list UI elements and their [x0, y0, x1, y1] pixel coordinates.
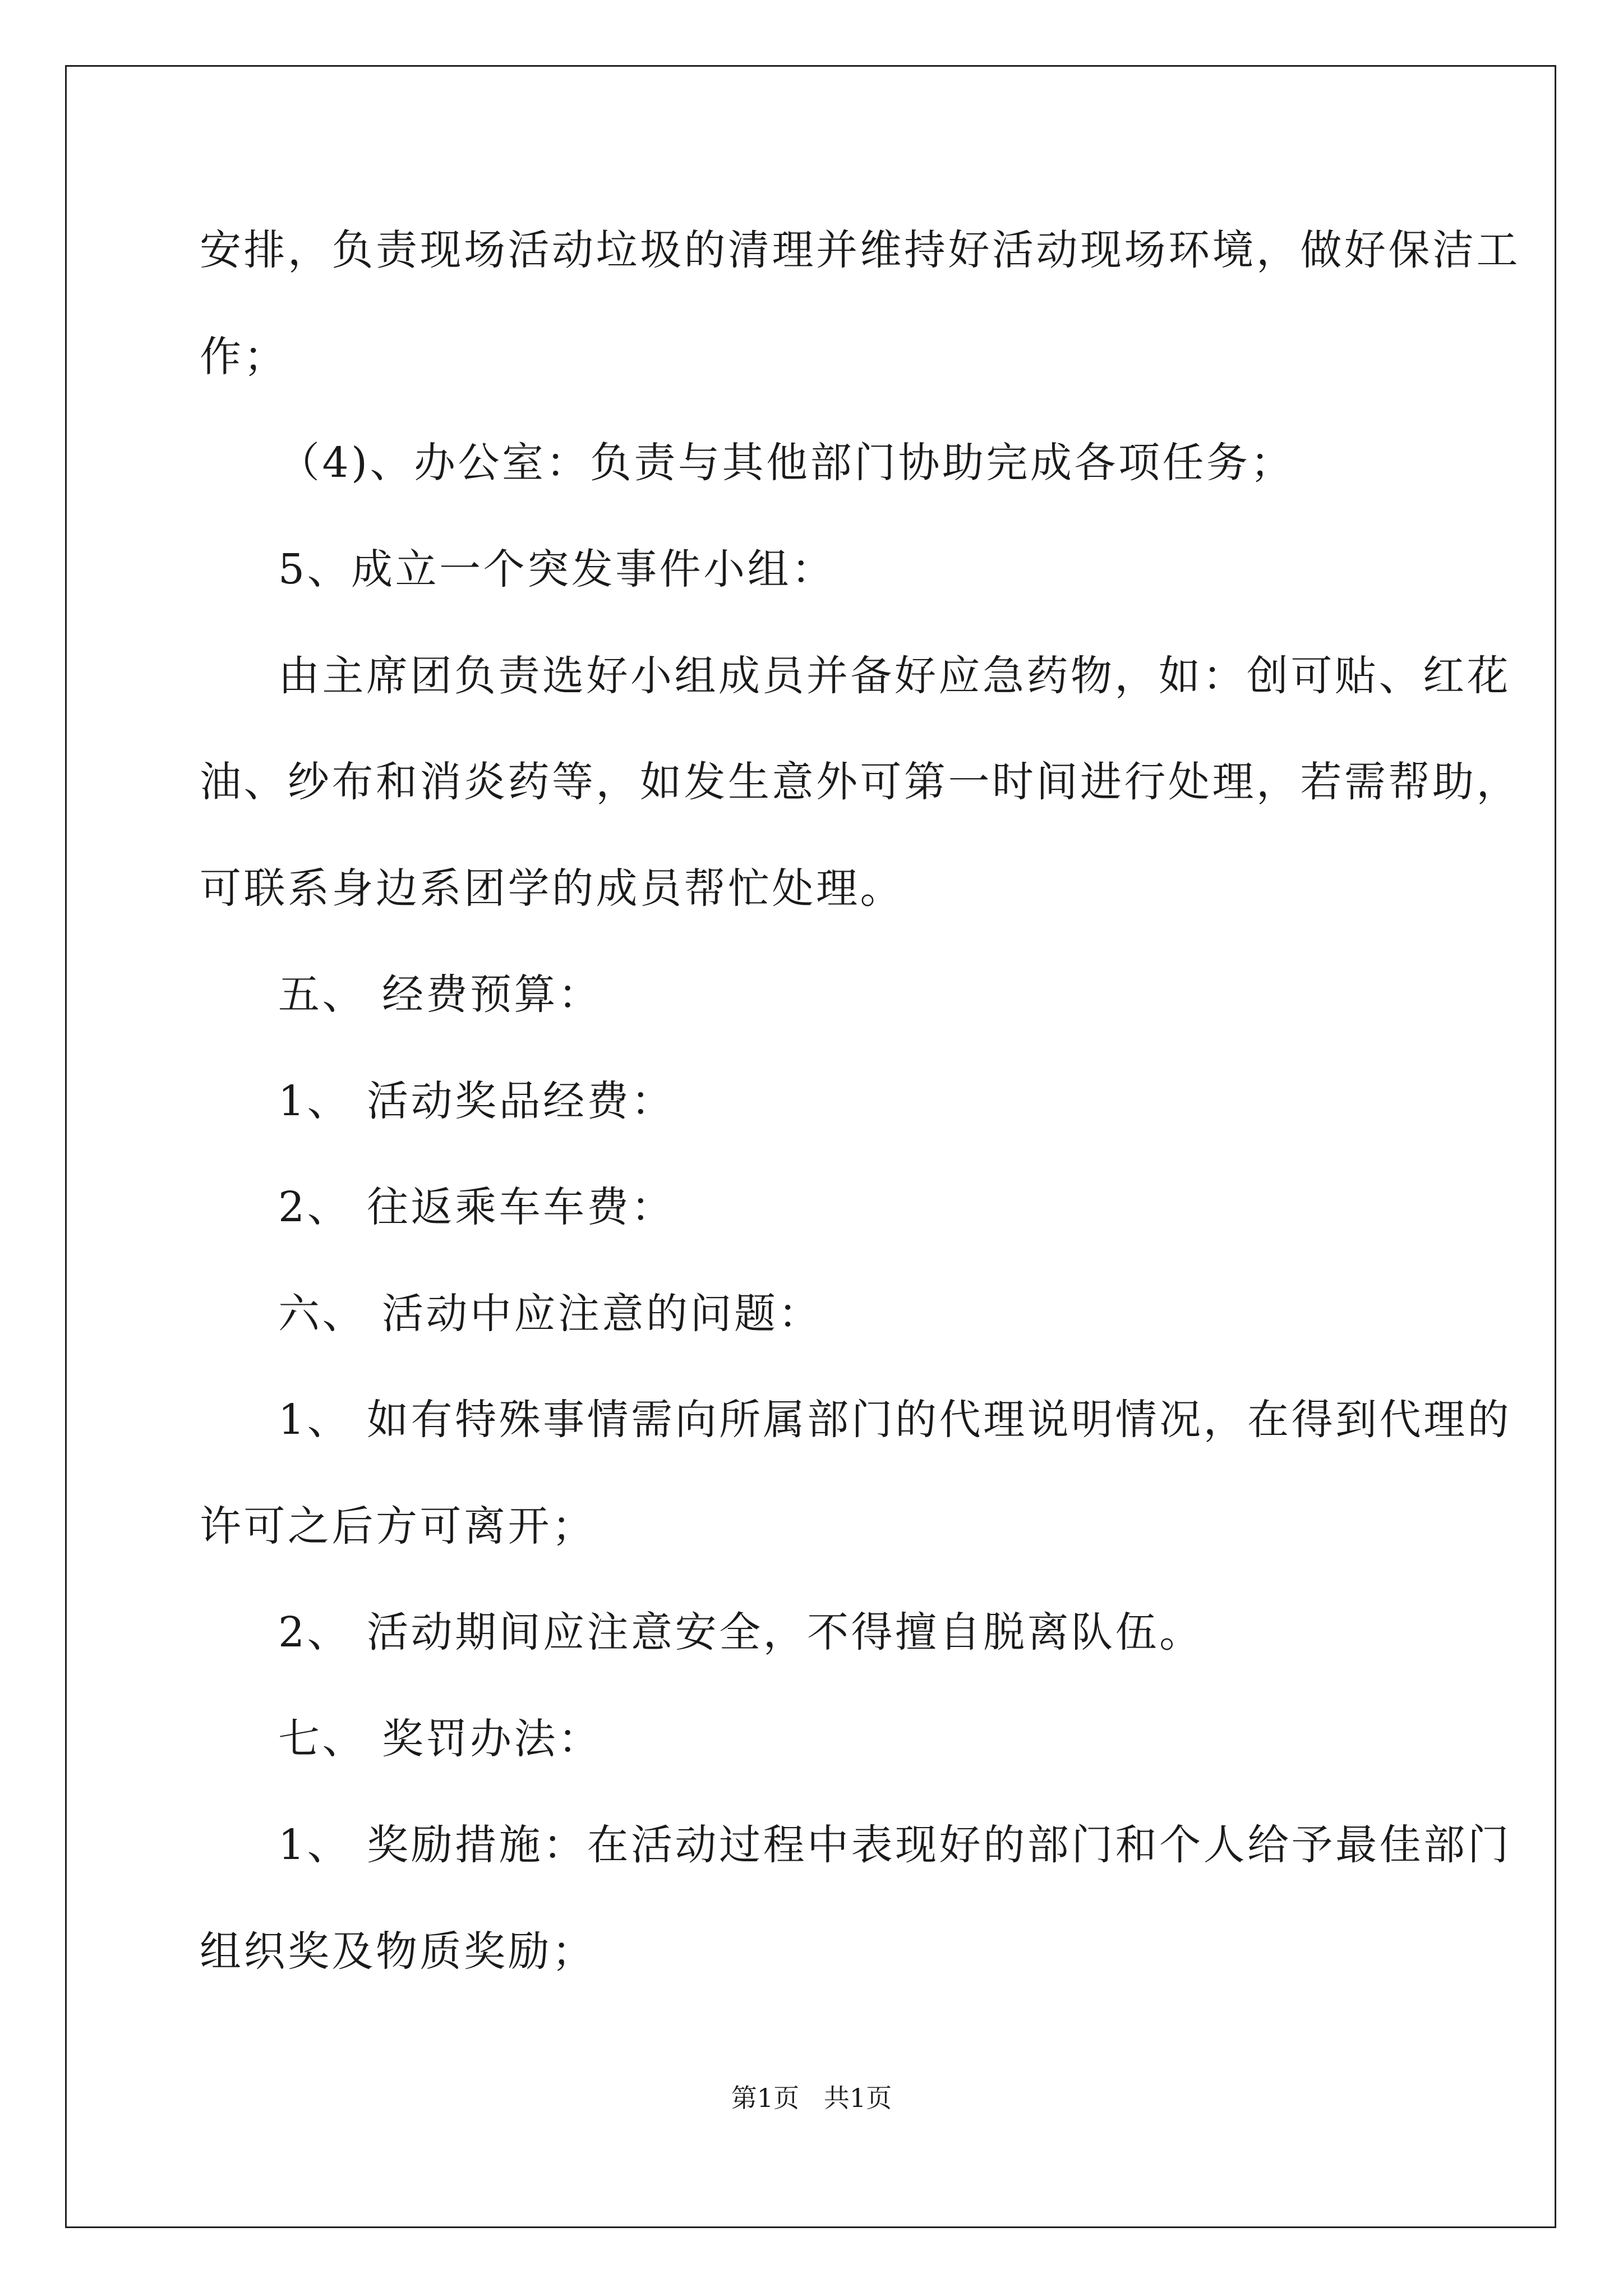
paragraph-line: 七、 奖罚办法： — [278, 1715, 602, 1763]
paragraph-line: 由主席团负责选好小组成员并备好应急药物，如：创可贴、红花 — [278, 652, 1511, 700]
paragraph-line: 1、 活动奖品经费： — [278, 1077, 675, 1125]
paragraph-line: 作； — [200, 333, 288, 381]
paragraph-line: 2、 活动期间应注意安全，不得擅自脱离队伍。 — [278, 1608, 1204, 1657]
paragraph-line: 油、纱布和消炎药等，如发生意外可第一时间进行处理，若需帮助， — [200, 758, 1520, 806]
paragraph-line: 五、 经费预算： — [278, 970, 602, 1019]
paragraph-line: （4)、办公室：负责与其他部门协助完成各项任务； — [278, 439, 1294, 487]
page-border — [65, 65, 1556, 2228]
paragraph-line: 许可之后方可离开； — [200, 1502, 596, 1550]
paragraph-line: 安排，负责现场活动垃圾的清理并维持好活动现场环境，做好保洁工 — [200, 226, 1520, 274]
paragraph-line: 六、 活动中应注意的问题： — [278, 1290, 823, 1338]
paragraph-line: 1、 奖励措施：在活动过程中表现好的部门和个人给予最佳部门 — [278, 1821, 1512, 1869]
page-number-footer: 第1页 共1页 — [731, 2083, 892, 2113]
paragraph-line: 5、成立一个突发事件小组： — [278, 545, 836, 593]
paragraph-line: 1、 如有特殊事情需向所属部门的代理说明情况，在得到代理的 — [278, 1396, 1512, 1444]
paragraph-line: 2、 往返乘车车费： — [278, 1183, 675, 1231]
paragraph-line: 组织奖及物质奖励； — [200, 1927, 596, 1976]
paragraph-line: 可联系身边系团学的成员帮忙处理。 — [200, 864, 904, 913]
